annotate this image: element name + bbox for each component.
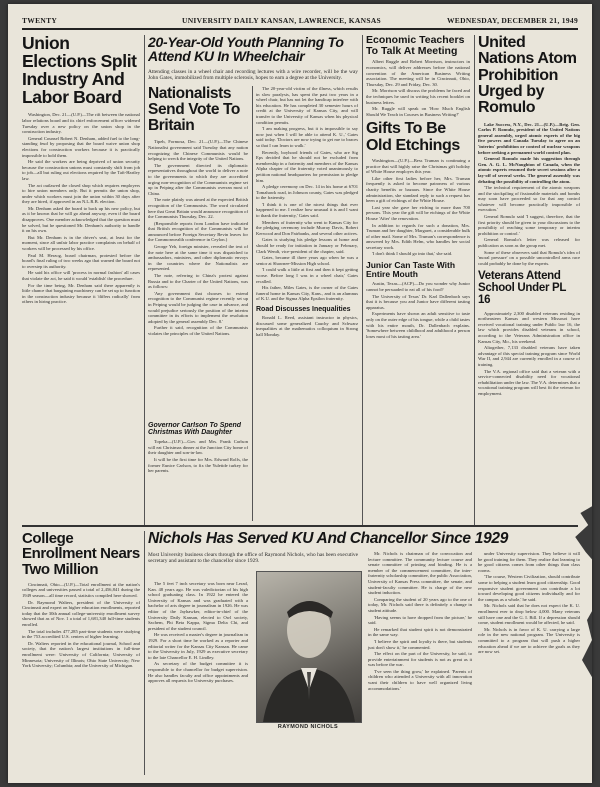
headline: Nationalists Send Vote To Britain	[148, 86, 240, 134]
paragraph: The effect on the part of the University, he said, to provide entertainment for students is not as great as it was before the war.	[368, 651, 472, 668]
paragraph: The 20-year-old victim of the illness, which results in slow paralysis, has spent the past two years in a wheel chair, but has not let the handicap interfere with his education. He has completed 30 semester hours of credit at the University of Kansas City, and will transfer to the University of Kansas when his physical condition permits.	[256, 86, 358, 125]
article-body	[22, 582, 140, 669]
article-body	[148, 439, 248, 474]
article-intro: Attending classes in a wheel chair and recording lectures with a wire recorder, will be the way John Gates, immobilized from multiple sclerosis, hopes to earn a degree at the University.	[148, 68, 358, 81]
article-column-five	[478, 35, 580, 521]
gifts-body	[366, 158, 470, 257]
column-divider	[252, 86, 253, 521]
dateline: Lake Success, N.Y., Dec. 21—(U.P.)—Brig. Gen. Carlos P. Romulo, president of the United Nations general assembly, urged atomic experts of the big five powers and Canada Tuesday to agree on an 'interim' prohibition or control of nuclear weapons before seeking a permanent world control plan.	[478, 121, 580, 155]
page-number: TWENTY	[22, 16, 58, 25]
paragraph: Members of fraternity who went to Kansas City for the pledging ceremony include Murray Davis, Robert Kerwood and Don Fairbanks, and several other actives.	[256, 219, 358, 236]
nichols-portrait	[256, 571, 362, 723]
paragraph: The note plainly was aimed at the expected British recognition of the Communists. The word circulated here that Great Britain would announce recognition of the Communists Thursday, Dec. 22.	[148, 197, 248, 220]
paper-name: UNIVERSITY DAILY KANSAN, LAWRENCE, KANSAS	[182, 16, 382, 25]
article-body	[22, 112, 140, 305]
paragraph: Experiments have shown an adult sensitive to taste only on the outer edge of his tongue, while a child tastes with his entire mouth, Dr. Dallenbach explains. 'Somewhere between childhood and adulthood a person loses most of his tasting area.'	[366, 311, 470, 339]
paragraph: The note, referring to China's protest against Russia and to the Charter of the United Nations, was as follows:	[148, 273, 248, 290]
paragraph: Albert Ruggle and Robert Morrison, instructors in economics, will deliver addresses before the national convention of the American Business Writing association. The meeting will be in Cincinnati, Ohio, Thursday, Dec. 29 and Friday, Dec. 30.	[366, 59, 470, 87]
article-column-four	[366, 35, 470, 521]
paragraph: The act outlawed the closed shop which requires employers to hire union members only. But it permits the union shop, under which workers must join the union within 30 days after they are hired, if approved in an N.L.R.B. election.	[22, 182, 140, 205]
nichols-column-c	[478, 551, 580, 656]
paragraph: Washington—(U.P.)—Bess Truman is continuing a practice that will highly raise the Christmas gift holiday of White House employes this year.	[366, 157, 470, 175]
column-divider	[362, 35, 363, 525]
paragraph: 'Any government that chooses to extend recognition to the Communist regime recently set up in Peiping would be judging the case in advance, and would prejudice seriously the position of the interim committee in its efforts to implement the resolution adopted by the general assembly Dec. 8.'	[148, 290, 248, 324]
junior-headline: Junior Can Taste With Entire Mouth	[366, 260, 456, 279]
paragraph: He said the workers are being deprived of union security because the construction unions must constantly shift from job to job—all but ruling out elections required by the Taft-Hartley law.	[22, 159, 140, 181]
paragraph: 'I've seen the thing grow,' he explained. 'Parents of children who attended a University with all innovation want their children to have well organized living accommodations.'	[368, 668, 472, 691]
column-divider	[144, 35, 145, 525]
road-body	[256, 315, 358, 337]
dateline: Cincinnati, Ohio—(U.P.)—Total enrollment at the nation's colleges and universities passed a total of 2,456,841 during the 1949 season—all time record, statistics compiled here showed.	[22, 581, 140, 599]
article-body	[148, 139, 248, 336]
paragraph: General Romulo's letter was released for publication as soon as the group met.	[478, 237, 580, 249]
paragraph: Mr. Ruggle will speak on 'How Much English Should We Teach in Courses in Business Writing?'	[366, 106, 470, 117]
economic-body	[366, 59, 470, 117]
column-divider	[474, 35, 475, 525]
abolition-headline: United Nations Atom Prohibition Urged by Romulo	[478, 35, 577, 117]
paragraph: 'I am making progress, but it is impossible to say now just when I will be able to attend K. U.,' Gates said today. 'Doctors are now trying to get me to braces so that I can learn to walk.'	[256, 126, 358, 148]
headline: Union Elections Split Industry And Labor Board	[22, 35, 137, 107]
article-carlson	[148, 422, 248, 522]
paragraph: Recently, boyhood friends of Gates, who are Sig Eps decided that he should not be excluded from membership in a fraternity and members of the Kansas Alpha chapter of the fraternity voted unanimously to petition national headquarters for permission to pledge him.	[256, 149, 358, 183]
paragraph: 'I could walk a little at first and then it kept getting worse. Before long I was in a wheel chair,' Gates recalled.	[256, 267, 358, 284]
paragraph: under University supervision. They believe it will be good training for them. They realize that learning to be good citizens comes from other things than class rooms.	[478, 551, 580, 573]
paragraph: For the time being, Mr. Denham said there apparently is little chance that bargaining machinery can be set up to function in the construction industry because it 'differs radically' from others in hiring practice.	[22, 282, 140, 305]
paragraph: Mr. Nichols is chairman of the convocation and lecture committee. The community lecture course and senate committee of printing and binding. He is a member of the commencement committee, the inter-fraternity scholarship committee, the public Association, University of Kansas Press committee, the senate, and student-faculty committee. He is charge of the new student induction.	[368, 551, 472, 596]
paragraph: Ronald L. Reed, assistant instructor in physics, discussed some generalized Cauchy and Schwarz inequalities at the mathematics colloquium in Strong hall Monday.	[256, 315, 358, 337]
paragraph: The 5 feet 7 inch secretary was born near Lerad, Kan. 48 years ago. He was valedictorian of his high school graduating class. In 1922 he entered the University of Kansas and was graduated with a bachelor of arts degree in journalism in 1926. He was editor of the Jayhawker, editor-in-chief of the University Daily Kansan, elected to Owl society, Sachem, Phi Beta Kappa, Sigma Delta Chi, and president of the student council.	[148, 581, 248, 631]
article-college-enrollment	[22, 531, 140, 775]
veterans-headline: Veterans Attend School Under PL 16	[478, 270, 566, 306]
paragraph: He was received a master's degree in journalism in 1929. For a short time he worked as a reporter and editorial writer for the Kansas City Kansan. He came to the University in July, 1929 as executive secretary to the late Chancellor E. H. Lindley.	[148, 632, 248, 660]
portrait-silhouette	[257, 572, 361, 722]
paragraph: 'I think it is one of the nicest things that ever happened to me. I realize how unusual it is and I want to thank the fraternity,' Gates said.	[256, 201, 358, 219]
paragraph: He said his office will 'process in normal fashion' all cases that violate the act, he said it would 'establish' the procedure.	[22, 270, 140, 281]
paragraph: Gates, became ill three years ago when he was a senior at Shawnee-Mission High school.	[256, 255, 358, 266]
paragraph: But Mr. Denham is in the driver's seat, at least for the moment, since all unfair labor practice complaints on behalf of workers will be processed by his office.	[22, 234, 140, 252]
article-intro: Most University business clears through the office of Raymond Nichols, who has been executive secretary and assistant to the chancellor since 1929.	[148, 551, 358, 565]
masthead	[22, 14, 578, 30]
paragraph: Dr. Raymond Walters, president of the University of Cincinnati and expert on higher education enrollments, reported today that the 30th annual college-university enrollment survey showed that as of Nov. 1 a total of 1,681,340 full-time students enrolled.	[22, 599, 140, 628]
paragraph: General Counsel Robert N. Denham, added fuel to the long-standing feud by proposing that the board waive union shop elections for construction workers because it is practically impossible to hold them.	[22, 135, 140, 158]
paragraph: As secretary of the budget committee it is responsible to the chancellor for budget supervision. He also handles faculty and office appointments and approves all requests for University purchases.	[148, 661, 248, 684]
newspaper-page	[8, 4, 592, 783]
paragraph: The University of Texas' Dr. Karl Dallenbach says that it is because you and Junior have different tasting apparatus.	[366, 293, 470, 310]
paragraph: (Responsible reports from London have indicated that British recognition of the Communists will be announced before Foreign Secretary Bevin leaves for the Commonwealth conference in Ceylon.)	[148, 220, 248, 243]
article-nichols	[148, 531, 584, 777]
paragraph: Mr. Morrison will discuss the problems he faced and the techniques he used in writing his recent booklet on business letters.	[366, 88, 470, 105]
headline: College Enrollment Nears Two Million	[22, 531, 140, 578]
paragraph: He remarked that student spirit is not demonstrated in the same way.	[368, 626, 472, 638]
paragraph: A pledge ceremony on Dec. 14 in his home at 6701 Tomahawk road, in Johnson county, Gates was pledged to the fraternity.	[256, 184, 358, 201]
headline: 20-Year-Old Youth Planning To Attend KU In Wheelchair	[148, 35, 344, 65]
paragraph: It will be the first time for Mrs. Edward Rolfs, the former Eunice Carlson, to fix the Yuletide turkey for her parents.	[148, 457, 248, 474]
paragraph: In addition to regards for such a donation, Mrs. Truman and her daughter, Margaret, a considerable bulk of other mail. Some of Mrs. Truman's correspondence is answered by Mrs. Edith Helm, who handles her social secretary work.	[366, 222, 470, 250]
abolition-body	[478, 122, 580, 267]
paragraph: Dr. Walters reported in the educational journal, School and society, that the nation's largest institutions in full-time enrollment were: University of California; University of Minnesota; University of Illinois; Ohio State University; New York University; Columbia; and the University of Michigan.	[22, 640, 140, 669]
paragraph: Approximately 2,300 disabled veterans residing in northeastern Kansas and western Missouri have received vocational training under Public law 16, the law which provides disabled veterans in school, according to the Veterans Administration office in Kansas City, Mo., his weekend.	[478, 310, 580, 344]
paragraph: 'The technical requirement of the atomic weapons and the stockpiling of fissionable materials and bombs may soon have proceeded so far that any control whatever will become practically impossible of execution.'	[478, 185, 580, 213]
paragraph: Mr. Nichols said that he does not expect the K. U. enrollment ever to drop below 4,000. Many veterans still have one and the G. I. Bill. If a depression should come, student enrollment would be affected, he said.	[478, 603, 580, 626]
dateline: Washington, Dec. 21—(U.P.)—The rift between the national labor relations board and its chief enforcement officer widened Tuesday over a new policy on the union shop in the construction industry.	[22, 112, 140, 135]
headline: Nichols Has Served KU And Chancellor Since 1929	[148, 531, 509, 547]
paragraph: 'I believe the spirit and loyalty is there, but students just don't show it,' he commented.	[368, 638, 472, 650]
paragraph: Paul M. Herzog, board chairman, protested before the board's final ruling of two weeks ago that warned the board not to overstep its authority.	[22, 252, 140, 269]
junior-body	[366, 281, 470, 339]
paragraph: 'The course, Western Civilization, should contribute some to helping a student learn good citizenship. Good responsive student government can contribute a lot toward developing good citizens individually and for the campus as a whole,' he said.	[478, 574, 580, 602]
issue-date: WEDNESDAY, DECEMBER 21, 1949	[447, 16, 578, 25]
paragraph: Topeka—(U.P.)—Gov. and Mrs. Frank Carlson will eat Christmas dinner at the Junction City home of their daughter and son-in-law.	[148, 439, 248, 456]
paragraph: The V.A. regional office said that a veteran with a service-connected disability need for vocational rehabilitation under the law. The V.A. determines that a vocational training program will best fit the veteran for employment.	[478, 368, 580, 396]
veterans-body	[478, 311, 580, 397]
paragraph: Mr. Denham asked the board to back up his new policy, but as it be known that he will go ahead anyway, even if the board disapproves. One member acknowledged that the question must be solved, but he questioned Mr. Denham's authority to handle it on his own.	[22, 205, 140, 234]
paragraph: Some of these observers said that Romulo's idea of 'moral pressure' on a possible uncontrolled arms race could probably be done by the experts.	[478, 249, 580, 266]
paragraph: General Romulo said 'I suggest, therefore, that the first priority should be given to your discussions to the possibility of reaching some temporary or interim prohibition or control.'	[478, 214, 580, 236]
article-union-elections	[22, 35, 140, 517]
paragraph: Further it said, recognition of the Communists violates the principles of the United Nations.	[148, 325, 248, 336]
paragraph: 'Having seems to have dropped from the picture,' he said.	[368, 614, 472, 626]
paragraph: George Yeh, foreign minister, revealed the text of the note here at the same time it was dispatched to ambassadors, ministers, and other diplomatic envoys in the countries where the Nationalists are represented.	[148, 244, 248, 272]
nichols-column-a	[148, 581, 248, 685]
column-divider	[144, 531, 145, 775]
paragraph: Gates is studying his pledge lessons at home and should be ready for initiation in January or February, Clark Wendt, vice-president of the chapter, said.	[256, 237, 358, 254]
article-wheelchair-body	[256, 86, 358, 521]
paragraph: Last year she gave her etching to more than 700 persons. This year the gift will be etchings of the White House 'After' the renovation.	[366, 204, 470, 221]
section-rule	[22, 525, 578, 527]
dateline: Tipeh, Formosa, Dec. 21—(U.P.)—The Chinese Nationalist government said Tuesday that any nation recognizing the Chinese Communists would be helping to wreck the integrity of the United Nations.	[148, 139, 248, 162]
paragraph: Mr. Nichols is in favor of K. U. carrying a large role in the new national program. The University is committed to a program that will push a higher education ahead if we are to achieve the goals as they are now set.	[478, 626, 580, 655]
photo-caption: RAYMOND NICHOLS	[277, 724, 339, 730]
gifts-headline: Gifts To Be Old Etchings	[366, 120, 460, 154]
paragraph: Austin, Texas—(ACP)—Do you wonder why Junior cannot be persuaded to eat all of his food?	[366, 281, 470, 292]
paragraph: Like other first ladies before her, Mrs. Truman frequently is asked to become patroness of various charity benefits or bazaars. Since the White House administration, she standard reply to such a request has been a gift of etchings of the White House.	[366, 175, 470, 204]
article-body	[256, 86, 358, 302]
economic-headline: Economic Teachers To Talk At Meeting	[366, 35, 465, 57]
paragraph: His father, Miles Gates, is the owner of the Gates funeral home in Kansas City, Kans., and is an alumnus of K.U. and the Sigma Alpha Epsilon fraternity.	[256, 285, 358, 302]
paragraph: Altogether, 7,133 disabled veterans have taken advantage of this special training program since World War II, and 2,944 are currently enrolled in a course of training.	[478, 345, 580, 367]
nichols-column-b	[368, 551, 472, 692]
paragraph: General Romulo made his suggestion through Gen. A. G. L. McNaughton of Canada, when the atomic experts resumed their secret sessions after a lay-off of several weeks. The general assembly was debating the possibility of controlling the atom.	[478, 156, 580, 184]
paragraph: The total includes 477,285 part-time students were studying in the 753 accredited U.S. centers of higher learning.	[22, 628, 140, 640]
paragraph: Comparing the student of 20 years ago to the one of today, Mr. Nichols said there is definitely a change in student attitude.	[368, 596, 472, 613]
road-headline: Road Discusses Inequalities	[256, 305, 351, 313]
headline: Governor Carlson To Spend Christmas With Daughter	[148, 422, 242, 437]
paragraph: The government directed its diplomatic representatives throughout the world to deliver a note to the governments to which they are accredited urging non-recognition of the Communists regime set up in Peiping after the Communists overran most of China.	[148, 162, 248, 196]
paragraph: 'I don't think I should go into that,' she said.	[372, 251, 453, 257]
